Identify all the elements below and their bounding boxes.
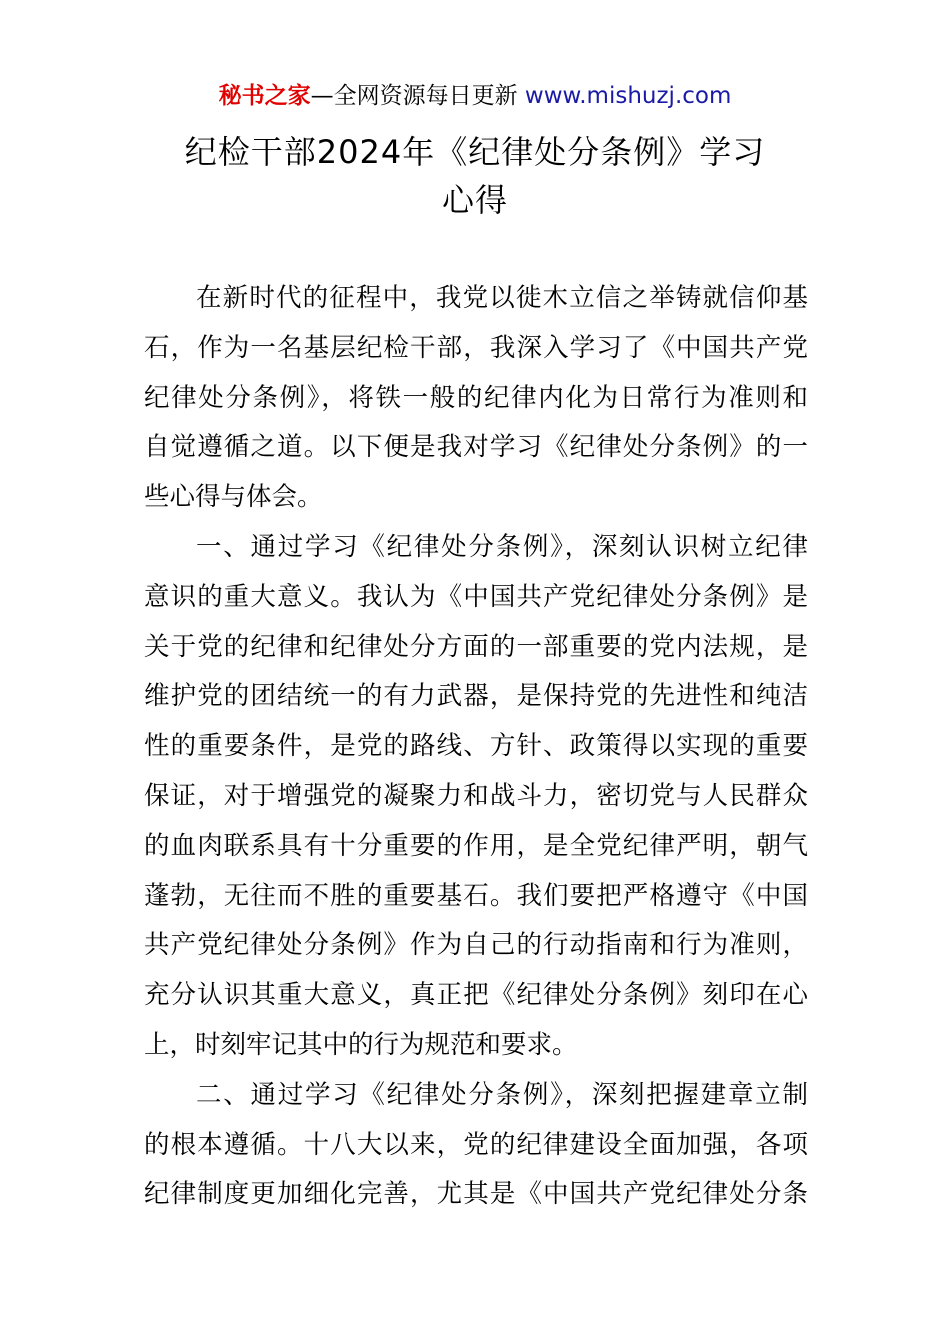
site-slogan: —全网资源每日更新 [310,83,525,109]
text-line: 维护党的团结统一的有力武器，是保持党的先进性和纯洁 [144,681,808,712]
text-line: 纪律制度更加细化完善，尤其是《中国共产党纪律处分条 [144,1179,808,1210]
title-line: 心得 [441,181,508,219]
text-line: 些心得与体会。 [144,482,323,513]
site-header [0,80,950,112]
paragraph-section-one [144,523,808,1071]
text-line: 性的重要条件，是党的路线、方针、政策得以实现的重要 [144,731,808,762]
paragraph-intro [144,274,808,523]
text-line: 石，作为一名基层纪检干部，我深入学习了《中国共产党 [144,332,808,363]
document-title [140,128,810,224]
site-brand: 秘书之家 [218,83,311,109]
text-line: 充分认识其重大意义，真正把《纪律处分条例》刻印在心 [144,980,808,1011]
text-line: 纪律处分条例》，将铁一般的纪律内化为日常行为准则和 [144,382,808,413]
text-line: 共产党纪律处分条例》作为自己的行动指南和行为准则， [144,930,808,961]
text-line: 关于党的纪律和纪律处分方面的一部重要的党内法规，是 [144,631,808,662]
text-line: 自觉遵循之道。以下便是我对学习《纪律处分条例》的一 [144,432,808,463]
text-line: 上，时刻牢记其中的行为规范和要求。 [144,1029,578,1060]
text-line: 意识的重大意义。我认为《中国共产党纪律处分条例》是 [144,581,808,612]
text-line: 在新时代的征程中，我党以徙木立信之举铸就信仰基 [196,283,808,313]
text-line: 的根本遵循。十八大以来，党的纪律建设全面加强，各项 [144,1129,808,1160]
document-body [144,274,808,1220]
site-url-link[interactable]: www.mishuzj.com [524,83,732,109]
title-line: 纪检干部2024年《纪律处分条例》学习 [184,133,766,171]
text-line: 的血肉联系具有十分重要的作用，是全党纪律严明，朝气 [144,830,808,861]
text-line: 二、通过学习《纪律处分条例》，深刻把握建章立制 [196,1079,808,1110]
paragraph-section-two [144,1071,808,1220]
text-line: 保证，对于增强党的凝聚力和战斗力，密切党与人民群众 [144,780,808,811]
text-line: 一、通过学习《纪律处分条例》，深刻认识树立纪律 [196,531,808,562]
text-line: 蓬勃，无往而不胜的重要基石。我们要把严格遵守《中国 [144,880,808,911]
